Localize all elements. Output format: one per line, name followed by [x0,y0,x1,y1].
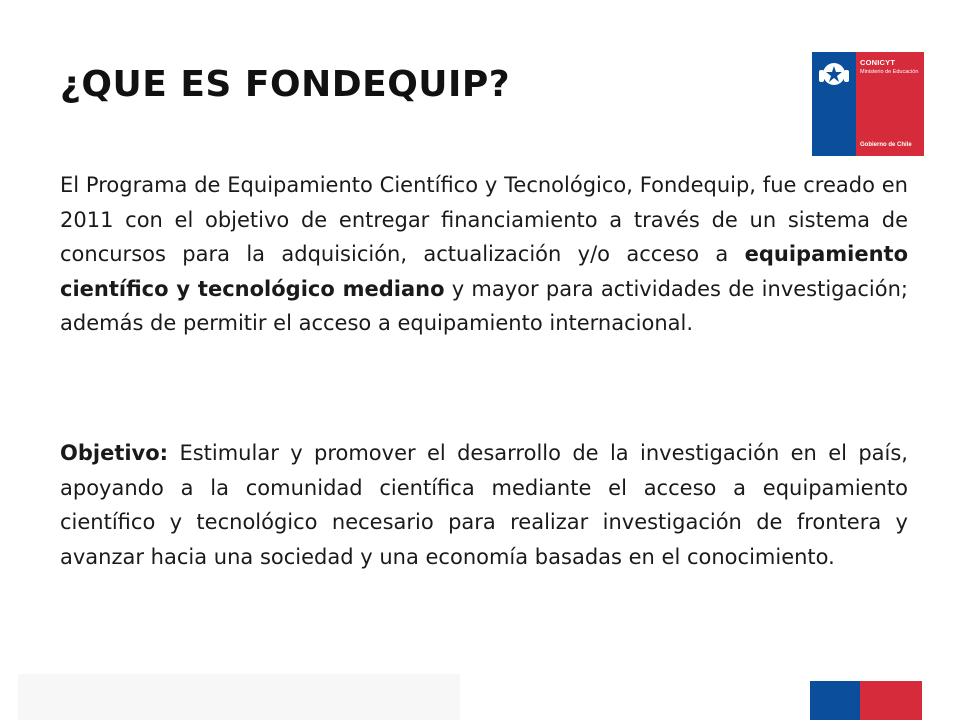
logo-red-panel [856,52,924,156]
conicyt-logo [812,52,924,156]
description-paragraph [60,168,908,341]
footer-flag-red [860,681,922,720]
coat-of-arms-icon [817,60,851,88]
description-emphasis: equipamiento científico y tecnológico mediano [60,242,908,301]
description-ending: y mayor para actividades de investigación; además de permitir el acceso a equipamiento internacional. [60,276,908,335]
slide-title: ¿QUE ES FONDEQUIP? [60,64,511,105]
footer-bar [18,674,460,720]
objective-text: Estimular y promover el desarrollo de la investigación en el país, apoyando a la comunidad científica mediante el acceso a equipamiento científico y tecnológico necesario para realizar investigación de frontera y avanzar hacia una sociedad y una economía basadas en el conocimiento. [60,441,908,569]
footer-flag-blue [810,681,860,720]
logo-government: Gobierno de Chile [860,142,912,148]
objective-paragraph [60,436,908,574]
description-intro: El Programa de Equipamiento Científico y Tecnológico, Fondequip, fue creado en 2011 con el objetivo de entregar financiamiento a través de un sistema de concursos para la adquisición, actualización y/o acceso a [60,173,908,266]
logo-blue-panel [812,52,856,156]
logo-ministry: Ministerio de Educación [860,69,919,75]
objective-label: Objetivo: [60,441,169,465]
logo-organization: CONICYT [860,58,896,67]
